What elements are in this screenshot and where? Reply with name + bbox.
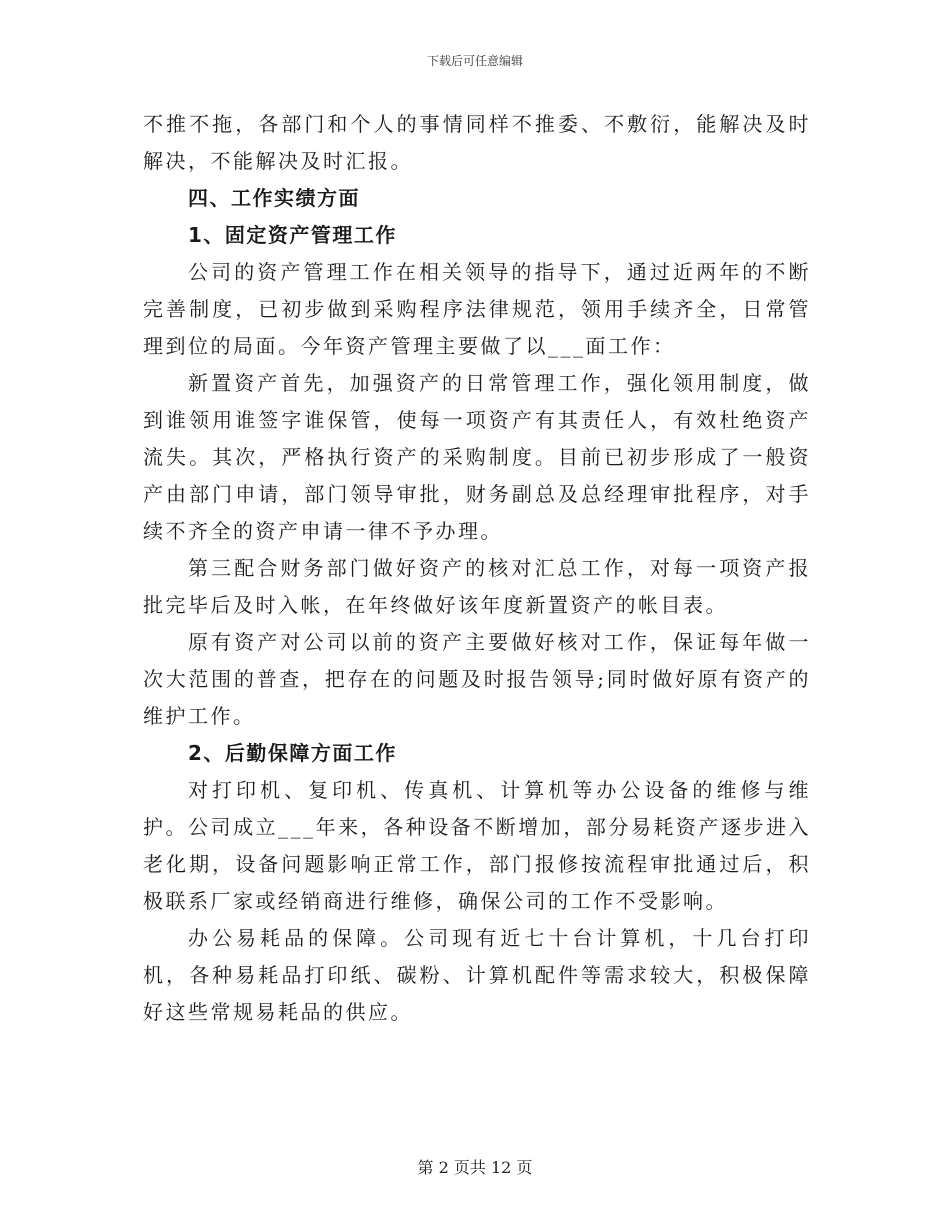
- paragraph: 对打印机、复印机、传真机、计算机等办公设备的维修与维护。公司成立___年来，各种设备不断增加，部分易耗资产逐步进入老化期，设备问题影响正常工作，部门报修按流程审批通过后，积极联系厂家或经销商进行维修，确保公司的工作不受影响。: [143, 778, 811, 913]
- paragraph: 不推不拖，各部门和个人的事情同样不推委、不敷衍，能解决及时解决，不能解决及时汇报。: [143, 112, 811, 173]
- document-body: [143, 106, 811, 1031]
- paragraph: 第三配合财务部门做好资产的核对汇总工作，对每一项资产报批完毕后及时入帐，在年终做好该年度新置资产的帐目表。: [143, 556, 811, 617]
- page-number: 第 2 页共 12 页: [417, 1158, 533, 1177]
- paragraph: 公司的资产管理工作在相关领导的指导下，通过近两年的不断完善制度，已初步做到采购程序法律规范，领用手续齐全，日常管理到位的局面。今年资产管理主要做了以___面工作：: [143, 260, 811, 358]
- paragraph: 办公易耗品的保障。公司现有近七十台计算机，十几台打印机，各种易耗品打印纸、碳粉、计算机配件等需求较大，积极保障好这些常规易耗品的供应。: [143, 926, 811, 1024]
- section-heading: 四、工作实绩方面: [188, 186, 360, 210]
- subsection-heading: 1、固定资产管理工作: [188, 223, 397, 247]
- paragraph: 新置资产首先，加强资产的日常管理工作，强化领用制度，做到谁领用谁签字谁保管，使每一项资产有其责任人，有效杜绝资产流失。其次，严格执行资产的采购制度。目前已初步形成了一般资产由部门申请，部门领导审批，财务副总及总经理审批程序，对手续不齐全的资产申请一律不予办理。: [143, 371, 811, 543]
- subsection-heading: 2、后勤保障方面工作: [188, 741, 397, 765]
- paragraph: 原有资产对公司以前的资产主要做好核对工作，保证每年做一次大范围的普查，把存在的问题及时报告领导;同时做好原有资产的维护工作。: [143, 630, 811, 728]
- page-header: 下载后可任意编辑: [426, 54, 523, 68]
